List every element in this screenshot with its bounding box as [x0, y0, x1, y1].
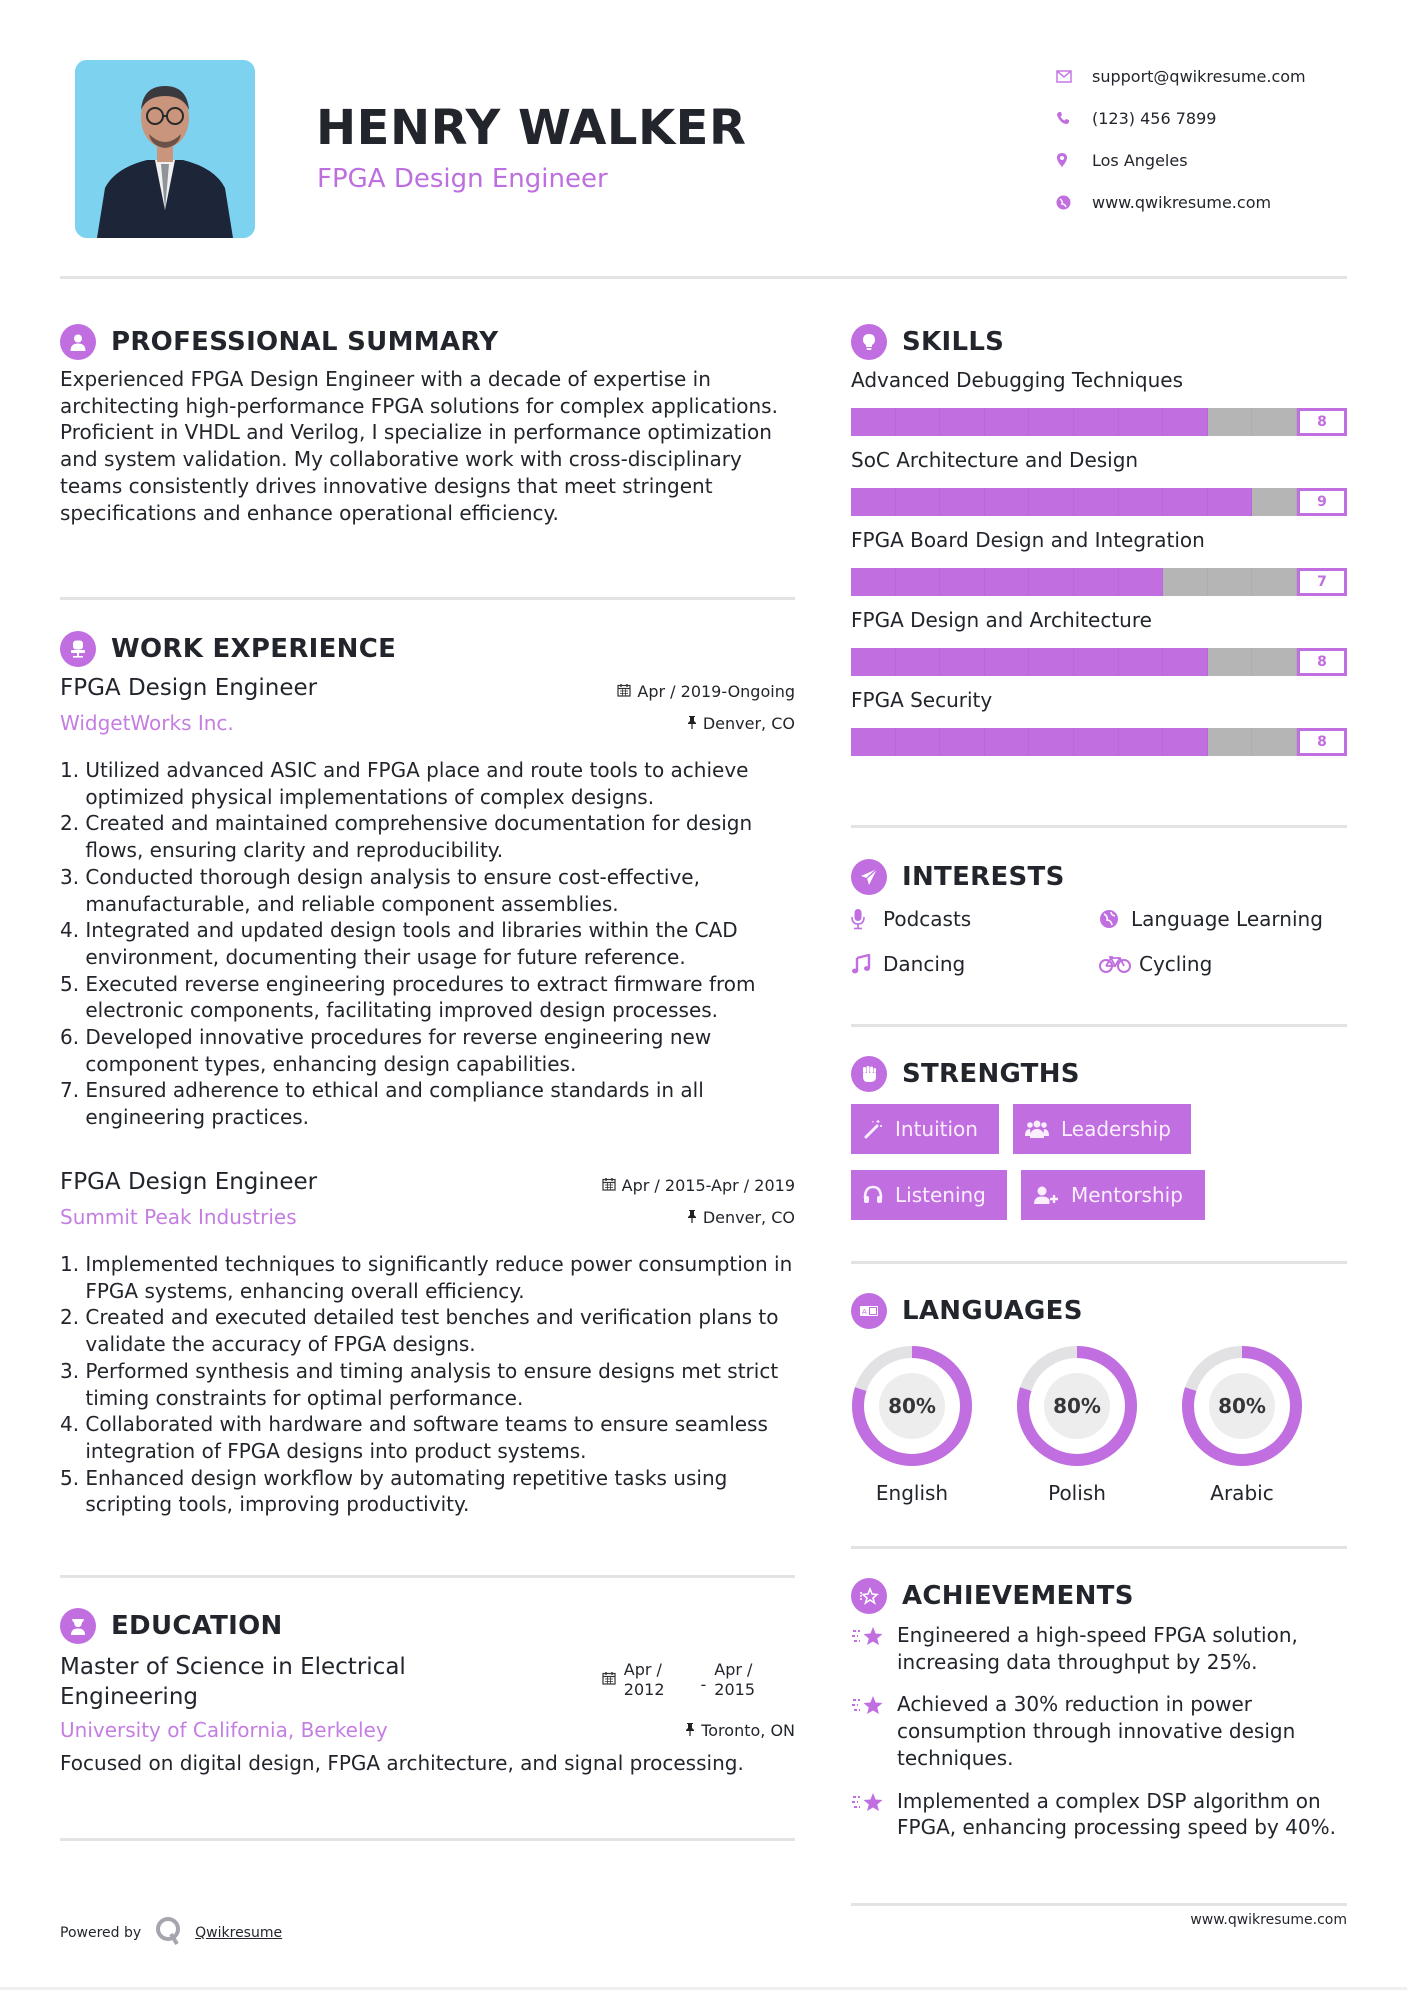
rating-segment — [896, 488, 941, 516]
rating-segment — [1029, 648, 1074, 676]
languages-list — [851, 1345, 1347, 1505]
job-entry — [60, 675, 795, 1131]
job-entry — [60, 1169, 795, 1518]
end-date: Apr / 2015 — [714, 1660, 755, 1699]
job-location-text: Denver, CO — [702, 713, 795, 733]
rating-segment — [940, 728, 985, 756]
skill-name: Advanced Debugging Techniques — [851, 368, 1184, 392]
achievement-item — [851, 1622, 1347, 1675]
job-bullets — [60, 757, 795, 1131]
achievements-section — [851, 1576, 1347, 1841]
person-portrait-icon — [75, 60, 255, 238]
job-dates-text: Apr / 2015-Apr / 2019 — [621, 1176, 795, 1195]
skill-score: 8 — [1297, 408, 1347, 436]
rating-segment — [851, 568, 896, 596]
paper-plane-icon — [851, 859, 887, 895]
job-title: FPGA Design Engineer — [60, 675, 318, 701]
skill-rating-bar — [851, 568, 1347, 596]
bullet-item: 4. Integrated and updated design tools and libraries within the CAD environment, documenting their usage for future reference. — [60, 918, 738, 969]
section-divider — [851, 1261, 1347, 1264]
strength-label: Leadership — [1061, 1117, 1171, 1141]
section-title: PROFESSIONAL SUMMARY — [111, 327, 499, 357]
rating-segment — [1208, 728, 1253, 756]
section-title: EDUCATION — [111, 1611, 283, 1641]
degree-line-1: Master of Science in Electrical — [60, 1654, 406, 1680]
qwikresume-logo-icon — [155, 1916, 183, 1950]
rating-segment — [985, 648, 1030, 676]
lightbulb-icon — [851, 324, 887, 360]
contact-location-text: Los Angeles — [1092, 150, 1188, 170]
section-heading — [851, 857, 1347, 897]
interest-item — [1099, 950, 1347, 977]
language-progress-ring — [1016, 1345, 1138, 1467]
job-dates — [617, 682, 795, 701]
achievement-item — [851, 1691, 1347, 1771]
rating-segment — [1208, 568, 1253, 596]
bullet-item: 1. Implemented techniques to significantly reduce power consumption in FPGA systems, enhancing overall efficiency. — [60, 1252, 793, 1303]
work-experience-section — [60, 629, 795, 1131]
job-title: FPGA Design Engineer — [60, 1169, 318, 1195]
skill-name: FPGA Security — [851, 688, 993, 712]
language-name: Arabic — [1210, 1481, 1274, 1505]
job-dates — [602, 1176, 795, 1195]
user-plus-icon — [1033, 1185, 1059, 1205]
achievement-text: Achieved a 30% reduction in power consumption through innovative design techniques. — [897, 1692, 1296, 1770]
strength-tag — [851, 1170, 1007, 1220]
language-item — [1016, 1345, 1181, 1505]
job-location — [687, 714, 795, 733]
pushpin-icon — [687, 1208, 697, 1227]
footer-right — [851, 1903, 1347, 1928]
interests-section — [851, 857, 1347, 977]
group-icon — [1025, 1119, 1049, 1139]
translate-icon — [851, 1293, 887, 1329]
header-divider — [60, 276, 1347, 279]
rating-segment — [1119, 488, 1164, 516]
rating-segment — [1163, 568, 1208, 596]
section-heading — [60, 1606, 795, 1646]
degree-line-2: Engineering — [60, 1684, 198, 1710]
rating-segment — [1029, 488, 1074, 516]
svg-text:A: A — [862, 1308, 867, 1316]
calendar-icon — [617, 682, 631, 701]
shooting-star-icon — [851, 1622, 897, 1675]
music-icon — [851, 954, 879, 974]
bullet-item: 5. Enhanced design workflow by automating repetitive tasks using scripting tools, improving productivity. — [60, 1465, 728, 1517]
strength-tag — [1021, 1170, 1205, 1220]
map-pin-icon — [1052, 152, 1092, 168]
bullet-item: 2. Created and maintained comprehensive documentation for design flows, ensuring clarity and reproducibility. — [60, 811, 753, 863]
language-item — [1181, 1345, 1346, 1505]
rating-segment — [1163, 488, 1208, 516]
footer-url[interactable]: www.qwikresume.com — [1190, 1912, 1347, 1928]
job-location — [687, 1208, 795, 1227]
rating-segment — [851, 488, 896, 516]
rating-segment — [1252, 728, 1297, 756]
language-percent: 80% — [888, 1394, 936, 1418]
rating-segment — [1208, 408, 1253, 436]
degree-title — [60, 1652, 406, 1712]
rating-segment — [940, 568, 985, 596]
interest-item — [851, 905, 1099, 932]
skill-name: SoC Architecture and Design — [851, 448, 1139, 472]
achievement-item — [851, 1788, 1347, 1841]
education-dates — [602, 1656, 755, 1704]
rating-segment — [1119, 648, 1164, 676]
bullet-item: 1. Utilized advanced ASIC and FPGA place and route tools to achieve optimized physical implementations of complex designs. — [60, 758, 749, 809]
skill-rating-bar — [851, 408, 1347, 436]
rating-segment — [851, 728, 896, 756]
rating-segment — [1208, 648, 1253, 676]
contact-phone[interactable] — [1052, 97, 1372, 139]
headphones-icon — [863, 1185, 883, 1205]
skills-section — [851, 322, 1347, 756]
strengths-section — [851, 1054, 1347, 1220]
qwikresume-link[interactable]: Qwikresume — [195, 1925, 283, 1941]
education-section — [60, 1606, 795, 1777]
rating-segment — [1119, 568, 1164, 596]
skill-name: FPGA Board Design and Integration — [851, 528, 1205, 552]
language-item — [851, 1345, 1016, 1505]
bullet-item: 5. Executed reverse engineering procedures to extract firmware from electronic components, facilitating improved design processes. — [60, 971, 756, 1023]
school-name: University of California, Berkeley — [60, 1718, 388, 1742]
language-name: English — [875, 1481, 949, 1505]
section-title: LANGUAGES — [902, 1296, 1083, 1326]
calendar-icon — [602, 1176, 616, 1195]
rating-segment — [1163, 408, 1208, 436]
language-name: Polish — [1048, 1481, 1106, 1505]
rating-segment — [1252, 568, 1297, 596]
section-title: ACHIEVEMENTS — [902, 1581, 1134, 1611]
section-divider — [851, 1546, 1347, 1549]
microphone-icon — [851, 908, 879, 930]
skills-list — [851, 368, 1347, 756]
candidate-title: FPGA Design Engineer — [317, 164, 608, 194]
section-divider — [60, 1838, 795, 1841]
start-date: Apr / 2012 — [623, 1660, 665, 1699]
rating-segment — [896, 568, 941, 596]
interest-item — [851, 950, 1099, 977]
job-dates-text: Apr / 2019-Ongoing — [637, 682, 795, 701]
rating-segment — [896, 408, 941, 436]
pushpin-icon — [685, 1721, 695, 1740]
rating-segment — [896, 648, 941, 676]
rating-segment — [985, 408, 1030, 436]
candidate-name: HENRY WALKER — [316, 100, 747, 156]
shooting-star-icon — [851, 1691, 897, 1771]
language-percent: 80% — [1218, 1394, 1266, 1418]
skill-item — [851, 368, 1347, 436]
skill-rating-bar — [851, 728, 1347, 756]
professional-summary-section — [60, 322, 795, 526]
skill-rating-bar — [851, 488, 1347, 516]
bicycle-icon — [1099, 955, 1135, 973]
rating-segment — [1029, 568, 1074, 596]
skill-score: 7 — [1297, 568, 1347, 596]
magic-wand-icon — [863, 1119, 883, 1139]
interest-label: Cycling — [1139, 951, 1213, 976]
languages-section — [851, 1291, 1347, 1505]
strength-label: Listening — [895, 1183, 986, 1207]
achievement-text: Engineered a high-speed FPGA solution, increasing data throughput by 25%. — [897, 1623, 1298, 1674]
rating-segment — [1163, 648, 1208, 676]
job-bullets — [60, 1251, 795, 1518]
rating-segment — [1119, 408, 1164, 436]
bullet-item: 6. Developed innovative procedures for reverse engineering new component types, enhancing design capabilities. — [60, 1025, 712, 1076]
achievement-text: Implemented a complex DSP algorithm on FPGA, enhancing processing speed by 40%. — [897, 1788, 1336, 1840]
strength-label: Mentorship — [1071, 1183, 1183, 1207]
rating-segment — [1074, 568, 1119, 596]
rating-segment — [1074, 408, 1119, 436]
contact-list — [1052, 55, 1372, 223]
rating-segment — [1252, 488, 1297, 516]
section-heading — [851, 322, 1347, 362]
education-location-text: Toronto, ON — [701, 1720, 795, 1740]
rating-segment — [1029, 728, 1074, 756]
user-icon — [60, 324, 96, 360]
skill-item — [851, 608, 1347, 676]
rating-segment — [1252, 648, 1297, 676]
contact-phone-text: (123) 456 7899 — [1092, 108, 1217, 128]
contact-email[interactable] — [1052, 55, 1372, 97]
strength-tag — [1013, 1104, 1191, 1154]
bullet-item: 3. Conducted thorough design analysis to ensure cost-effective, manufacturable, and reliable component assemblies. — [60, 864, 700, 916]
section-divider — [60, 1575, 795, 1578]
skill-rating-bar — [851, 648, 1347, 676]
powered-by — [60, 1916, 282, 1950]
strengths-list — [851, 1104, 1251, 1220]
contact-location — [1052, 139, 1372, 181]
section-heading — [851, 1291, 1347, 1331]
strength-label: Intuition — [895, 1117, 978, 1141]
fist-icon — [851, 1056, 887, 1092]
rating-segment — [985, 568, 1030, 596]
rating-segment — [940, 648, 985, 676]
job-location-text: Denver, CO — [702, 1207, 795, 1227]
skill-score: 9 — [1297, 488, 1347, 516]
section-divider — [60, 597, 795, 600]
graduate-icon — [60, 1608, 96, 1644]
pushpin-icon — [687, 714, 697, 733]
skill-score: 8 — [1297, 648, 1347, 676]
section-divider — [851, 825, 1347, 828]
rating-segment — [1074, 648, 1119, 676]
rating-segment — [896, 728, 941, 756]
interest-label: Podcasts — [883, 906, 972, 931]
profile-photo — [75, 60, 255, 238]
skill-name: FPGA Design and Architecture — [851, 608, 1152, 632]
footer-divider — [851, 1903, 1347, 1906]
section-title: SKILLS — [902, 327, 1005, 357]
contact-website-text: www.qwikresume.com — [1092, 192, 1272, 212]
rating-segment — [1119, 728, 1164, 756]
language-progress-ring — [1181, 1345, 1303, 1467]
skill-score: 8 — [1297, 728, 1347, 756]
contact-email-text: support@qwikresume.com — [1092, 66, 1306, 86]
section-title: STRENGTHS — [902, 1059, 1080, 1089]
section-heading — [851, 1576, 1347, 1616]
rating-segment — [985, 488, 1030, 516]
company-name: Summit Peak Industries — [60, 1205, 297, 1229]
achievements-list — [851, 1622, 1347, 1841]
rating-segment — [940, 408, 985, 436]
interest-label: Dancing — [883, 951, 966, 976]
summary-text: Experienced FPGA Design Engineer with a decade of expertise in architecting high-performance FPGA solutions for complex applications. Proficient in VHDL and Verilog, I specialize in performance optimization and system validation. My collaborative work with cross-disciplinary teams consistently drives innovative designs that meet stringent specifications and enhance operational efficiency. — [60, 367, 778, 525]
language-percent: 80% — [1053, 1394, 1101, 1418]
education-description: Focused on digital design, FPGA architecture, and signal processing. — [60, 1751, 744, 1775]
rating-segment — [851, 648, 896, 676]
phone-icon — [1052, 111, 1092, 125]
bullet-item: 2. Created and executed detailed test benches and verification plans to validate the accuracy of FPGA designs. — [60, 1305, 779, 1357]
rating-segment — [1074, 488, 1119, 516]
globe-icon — [1052, 195, 1092, 210]
calendar-icon — [602, 1670, 616, 1690]
date-separator: - — [700, 1675, 707, 1694]
language-progress-ring — [851, 1345, 973, 1467]
rating-segment — [1252, 408, 1297, 436]
bullet-item: 3. Performed synthesis and timing analysis to ensure designs met strict timing constraints for optimal performance. — [60, 1358, 779, 1410]
section-title: INTERESTS — [902, 862, 1065, 892]
section-heading — [851, 1054, 1347, 1094]
rating-segment — [1163, 728, 1208, 756]
company-name: WidgetWorks Inc. — [60, 711, 234, 735]
contact-website[interactable] — [1052, 181, 1372, 223]
bullet-item: 7. Ensured adherence to ethical and compliance standards in all engineering practices. — [60, 1078, 704, 1130]
rating-segment — [1029, 408, 1074, 436]
section-title: WORK EXPERIENCE — [111, 634, 397, 664]
star-badge-icon — [851, 1578, 887, 1614]
globe-icon — [1099, 909, 1127, 929]
section-divider — [851, 1024, 1347, 1027]
section-heading — [60, 629, 795, 669]
interest-label: Language Learning — [1131, 906, 1323, 931]
skill-item — [851, 688, 1347, 756]
bullet-item: 4. Collaborated with hardware and software teams to ensure seamless integration of FPGA designs into product systems. — [60, 1412, 768, 1463]
strength-tag — [851, 1104, 999, 1154]
rating-segment — [985, 728, 1030, 756]
skill-item — [851, 528, 1347, 596]
interest-item — [1099, 905, 1347, 932]
rating-segment — [851, 408, 896, 436]
powered-by-label: Powered by — [60, 1925, 142, 1941]
section-heading — [60, 322, 795, 362]
interests-list — [851, 905, 1347, 977]
shooting-star-icon — [851, 1788, 897, 1841]
skill-item — [851, 448, 1347, 516]
rating-segment — [1208, 488, 1253, 516]
office-chair-icon — [60, 631, 96, 667]
rating-segment — [940, 488, 985, 516]
rating-segment — [1074, 728, 1119, 756]
education-location — [685, 1721, 795, 1740]
envelope-icon — [1052, 70, 1092, 83]
